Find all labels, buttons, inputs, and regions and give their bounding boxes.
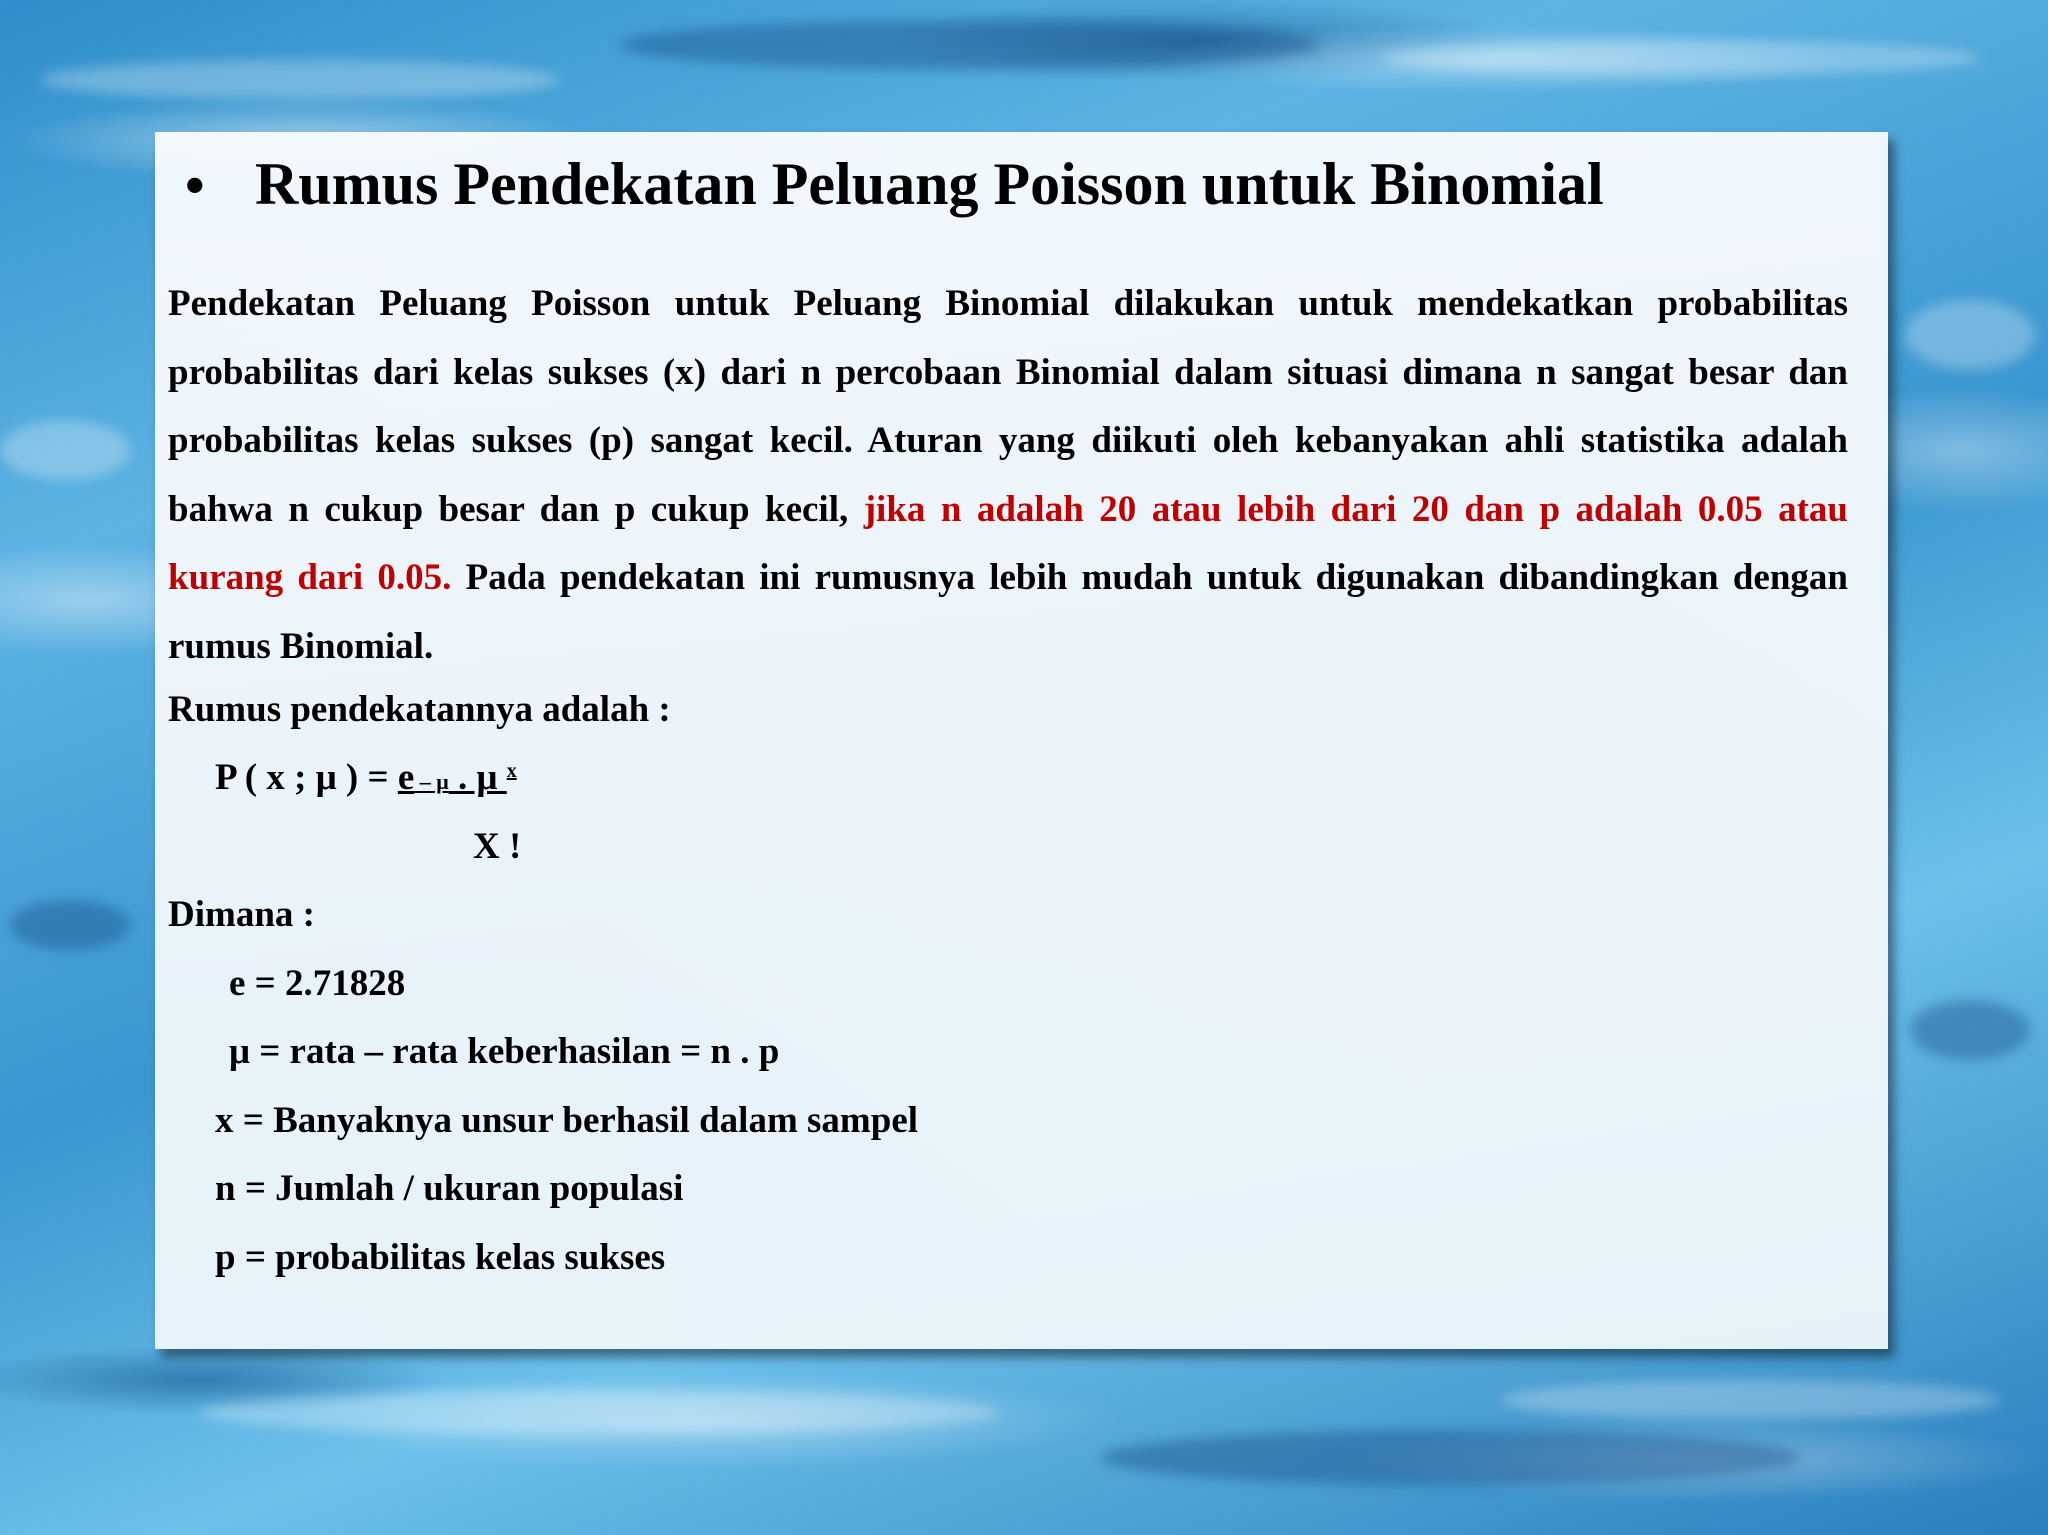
background-wave	[1905, 300, 2035, 370]
content-panel	[155, 132, 1888, 1349]
formula-exponent: – μ	[414, 769, 449, 794]
background-wave	[40, 60, 560, 100]
background-wave	[1500, 1380, 2000, 1420]
background-wave	[200, 1390, 1000, 1435]
definition-e: e = 2.71828	[229, 963, 406, 1004]
title-row	[185, 150, 1604, 219]
formula-denominator: X !	[473, 826, 522, 867]
definition-mu: μ = rata – rata keberhasilan = n . p	[229, 1031, 780, 1072]
formula-intro: Rumus pendekatannya adalah :	[168, 689, 671, 730]
background-wave	[1100, 1430, 1800, 1485]
formula-power: x	[506, 760, 517, 782]
slide-title: Rumus Pendekatan Peluang Poisson untuk Binomial	[255, 151, 1604, 217]
where-label: Dimana :	[168, 894, 315, 935]
formula-numerator-line	[215, 756, 517, 799]
formula-lhs: P ( x ; μ ) =	[215, 757, 398, 798]
description-paragraph	[168, 270, 1848, 682]
background-wave	[620, 20, 1320, 70]
highlighted-rule: jika n adalah 20 atau lebih dari 20 dan p adalah 0.05 atau kurang dari 0.05.	[168, 488, 1848, 599]
background-wave	[1910, 1000, 2030, 1060]
background-wave	[1380, 40, 1980, 76]
background-wave	[10, 900, 130, 950]
background-wave	[0, 420, 130, 480]
paragraph-text-end: Pada pendekatan ini rumusnya lebih mudah untuk digunakan dibandingkan dengan rumus Binomial.	[168, 557, 1849, 667]
bullet-icon: •	[185, 155, 205, 217]
paragraph-text: Pendekatan Peluang Poisson untuk Peluang Binomial dilakukan untuk mendekatkan probabilitas probabilitas dari kelas sukses (x) dari n percobaan Binomial dalam situasi dimana n sangat besar dan probabilitas kelas sukses (p) sangat kecil. Aturan yang diikuti oleh kebanyakan ahli statistika adalah bahwa n cukup besar dan p cukup kecil,	[168, 283, 1848, 530]
definition-n: n = Jumlah / ukuran populasi	[215, 1168, 684, 1209]
definition-x: x = Banyaknya unsur berhasil dalam sampel	[215, 1100, 919, 1141]
definition-p: p = probabilitas kelas sukses	[215, 1237, 666, 1278]
formula-e: e	[397, 757, 415, 798]
formula-mu: . μ	[448, 757, 507, 798]
